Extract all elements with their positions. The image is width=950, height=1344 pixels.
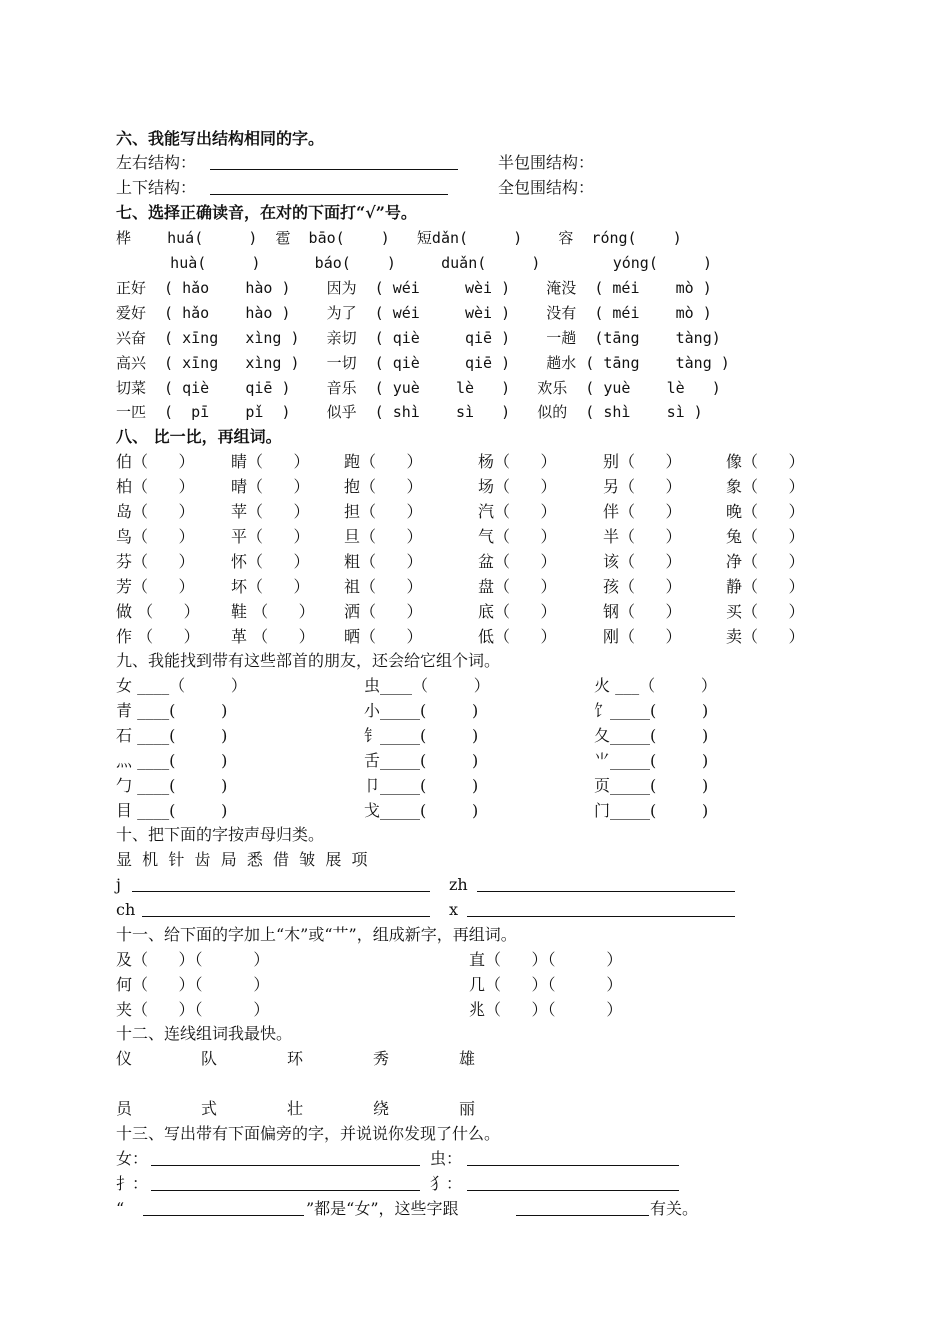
answer-line[interactable]	[210, 169, 458, 170]
radical-blank[interactable]: 青 ____( )	[116, 701, 228, 720]
word-blank[interactable]: 买（ ）	[726, 602, 805, 621]
initial-zh-label: zh	[449, 875, 468, 894]
word-blank[interactable]: 晴（ ）	[231, 477, 310, 496]
word-blank[interactable]: 像（ ）	[726, 452, 805, 471]
answer-line[interactable]	[477, 891, 735, 892]
new-char-blank[interactable]: 何（ ）（ ）	[116, 975, 270, 994]
answer-line[interactable]	[132, 891, 430, 892]
word-blank[interactable]: 卖（ ）	[726, 627, 805, 646]
radical-blank[interactable]: 石 ____( )	[116, 726, 228, 745]
match-char[interactable]: 式	[201, 1099, 218, 1118]
pinyin-line: 正好 ( hǎo hào ) 因为 ( wéi wèi ) 淹没 ( méi mò )	[116, 279, 712, 297]
answer-line[interactable]	[516, 1215, 649, 1216]
match-char[interactable]: 环	[287, 1049, 304, 1068]
radical-blank[interactable]: 页_____( )	[594, 776, 709, 795]
new-char-blank[interactable]: 夹（ ）（ ）	[116, 1000, 270, 1019]
word-blank[interactable]: 另（ ）	[603, 477, 682, 496]
word-blank[interactable]: 旦（ ）	[344, 527, 423, 546]
radical-label: 女：	[116, 1149, 149, 1168]
word-blank[interactable]: 革 （ ）	[231, 627, 315, 646]
pinyin-line: 一匹 ( pī pǐ ) 似乎 ( shì sì ) 似的 ( shì sì )	[116, 403, 703, 421]
word-blank[interactable]: 作 （ ）	[116, 627, 200, 646]
match-char[interactable]: 雄	[459, 1049, 476, 1068]
answer-line[interactable]	[142, 916, 430, 917]
char-list: 显 机 针 齿 局 悉 借 皱 展 项	[116, 850, 368, 869]
word-blank[interactable]: 静（ ）	[726, 577, 805, 596]
pinyin-line: 桦 huá( ) 雹 bāo( ) 短dǎn( ) 容 róng( )	[116, 229, 682, 247]
pinyin-line: 爱好 ( hǎo hào ) 为了 ( wéi wèi ) 没有 ( méi mò )	[116, 304, 712, 322]
word-blank[interactable]: 鞋 （ ）	[231, 602, 315, 621]
match-char[interactable]: 丽	[459, 1099, 476, 1118]
word-blank[interactable]: 跑（ ）	[344, 452, 423, 471]
radical-blank[interactable]: 虫____（ ）	[364, 676, 490, 695]
radical-blank[interactable]: 戈_____( )	[364, 801, 479, 820]
word-blank[interactable]: 盆（ ）	[478, 552, 557, 571]
radical-blank[interactable]: 小_____( )	[364, 701, 479, 720]
section-8-title: 八、 比一比，再组词。	[116, 427, 282, 446]
match-char[interactable]: 壮	[287, 1099, 304, 1118]
word-blank[interactable]: 睛（ ）	[231, 452, 310, 471]
word-blank[interactable]: 抱（ ）	[344, 477, 423, 496]
match-char[interactable]: 员	[116, 1099, 133, 1118]
pinyin-line: 切菜 ( qiè qiē ) 音乐 ( yuè lè ) 欢乐 ( yuè lè )	[116, 379, 721, 397]
match-char[interactable]: 队	[201, 1049, 218, 1068]
word-blank[interactable]: 半（ ）	[603, 527, 682, 546]
word-blank[interactable]: 柏（ ）	[116, 477, 195, 496]
word-blank[interactable]: 汽（ ）	[478, 502, 557, 521]
word-blank[interactable]: 鸟（ ）	[116, 527, 195, 546]
radical-blank[interactable]: 舌_____( )	[364, 751, 479, 770]
word-blank[interactable]: 伴（ ）	[603, 502, 682, 521]
word-blank[interactable]: 做 （ ）	[116, 602, 200, 621]
section-13-title: 十三、写出带有下面偏旁的字，并说说你发现了什么。	[116, 1124, 501, 1143]
word-blank[interactable]: 晒（ ）	[344, 627, 423, 646]
word-blank[interactable]: 洒（ ）	[344, 602, 423, 621]
word-blank[interactable]: 芳（ ）	[116, 577, 195, 596]
radical-label: 犭：	[430, 1174, 463, 1193]
word-blank[interactable]: 平（ ）	[231, 527, 310, 546]
radical-blank[interactable]: 卩_____( )	[364, 776, 479, 795]
radical-blank[interactable]: 饣_____( )	[594, 701, 709, 720]
section-12-title: 十二、连线组词我最快。	[116, 1024, 293, 1043]
word-blank[interactable]: 晚（ ）	[726, 502, 805, 521]
word-blank[interactable]: 岛（ ）	[116, 502, 195, 521]
radical-blank[interactable]: 火 ___（ ）	[594, 676, 717, 695]
full-enclose-label: 全包围结构：	[498, 178, 595, 197]
word-blank[interactable]: 苹（ ）	[231, 502, 310, 521]
radical-label: 虫：	[430, 1149, 463, 1168]
section-7-title: 七、选择正确读音，在对的下面打“√”号。	[116, 203, 417, 222]
new-char-blank[interactable]: 直（ ）（ ）	[469, 950, 623, 969]
half-enclose-label: 半包围结构：	[498, 153, 595, 172]
word-blank[interactable]: 刚（ ）	[603, 627, 682, 646]
pinyin-line: 高兴 ( xīng xìng ) 一切 ( qiè qiē ) 趟水 ( tāng tàng )	[116, 354, 730, 372]
word-blank[interactable]: 净（ ）	[726, 552, 805, 571]
answer-line[interactable]	[467, 916, 735, 917]
new-char-blank[interactable]: 兆（ ）（ ）	[469, 1000, 623, 1019]
word-blank[interactable]: 兔（ ）	[726, 527, 805, 546]
radical-blank[interactable]: 目 ____( )	[116, 801, 228, 820]
word-blank[interactable]: 怀（ ）	[231, 552, 310, 571]
conclusion-end: 有关。	[650, 1199, 699, 1218]
section-10-title: 十、把下面的字按声母归类。	[116, 825, 325, 844]
word-blank[interactable]: 低（ ）	[478, 627, 557, 646]
answer-line[interactable]	[210, 194, 448, 195]
pinyin-line: huà( ) báo( ) duǎn( ) yóng( )	[116, 254, 713, 272]
word-blank[interactable]: 盘（ ）	[478, 577, 557, 596]
match-char[interactable]: 秀	[373, 1049, 390, 1068]
radical-label: 扌：	[116, 1174, 149, 1193]
match-char[interactable]: 仪	[116, 1049, 133, 1068]
answer-line[interactable]	[151, 1190, 420, 1191]
new-char-blank[interactable]: 几（ ）（ ）	[469, 975, 623, 994]
word-blank[interactable]: 象（ ）	[726, 477, 805, 496]
word-blank[interactable]: 粗（ ）	[344, 552, 423, 571]
radical-blank[interactable]: 灬 ____( )	[116, 751, 228, 770]
radical-blank[interactable]: 勹 ____( )	[116, 776, 228, 795]
radical-blank[interactable]: 女 ____（ ）	[116, 676, 247, 695]
word-blank[interactable]: 祖（ ）	[344, 577, 423, 596]
word-blank[interactable]: 芬（ ）	[116, 552, 195, 571]
quote-open: “	[116, 1199, 125, 1218]
initial-x-label: x	[449, 900, 459, 919]
match-char[interactable]: 绕	[373, 1099, 390, 1118]
answer-line[interactable]	[151, 1165, 420, 1166]
word-blank[interactable]: 气（ ）	[478, 527, 557, 546]
radical-blank[interactable]: ⺌_____( )	[594, 751, 709, 770]
initial-j-label: j	[116, 875, 121, 894]
word-blank[interactable]: 底（ ）	[478, 602, 557, 621]
section-11-title: 十一、给下面的字加上“木”或“艹”，组成新字，再组词。	[116, 925, 517, 944]
left-right-label: 左右结构：	[116, 153, 197, 172]
word-blank[interactable]: 杨（ ）	[478, 452, 557, 471]
word-blank[interactable]: 伯（ ）	[116, 452, 195, 471]
word-blank[interactable]: 孩（ ）	[603, 577, 682, 596]
word-blank[interactable]: 该（ ）	[603, 552, 682, 571]
word-blank[interactable]: 别（ ）	[603, 452, 682, 471]
word-blank[interactable]: 担（ ）	[344, 502, 423, 521]
radical-blank[interactable]: 钅_____( )	[364, 726, 479, 745]
answer-line[interactable]	[467, 1190, 679, 1191]
word-blank[interactable]: 钢（ ）	[603, 602, 682, 621]
radical-blank[interactable]: 门_____( )	[594, 801, 709, 820]
word-blank[interactable]: 坏（ ）	[231, 577, 310, 596]
pinyin-line: 兴奋 ( xīng xìng ) 亲切 ( qiè qiē ) 一趟 (tāng tàng)	[116, 329, 721, 347]
section-6-title: 六、我能写出结构相同的字。	[116, 129, 325, 148]
conclusion-text: ”都是“女”，这些字跟	[306, 1199, 459, 1218]
new-char-blank[interactable]: 及（ ）（ ）	[116, 950, 270, 969]
answer-line[interactable]	[143, 1215, 304, 1216]
answer-line[interactable]	[467, 1165, 679, 1166]
word-blank[interactable]: 场（ ）	[478, 477, 557, 496]
radical-blank[interactable]: 夂_____( )	[594, 726, 709, 745]
initial-ch-label: ch	[116, 900, 136, 919]
top-bottom-label: 上下结构：	[116, 178, 197, 197]
section-9-title: 九、我能找到带有这些部首的朋友，还会给它组个词。	[116, 651, 501, 670]
